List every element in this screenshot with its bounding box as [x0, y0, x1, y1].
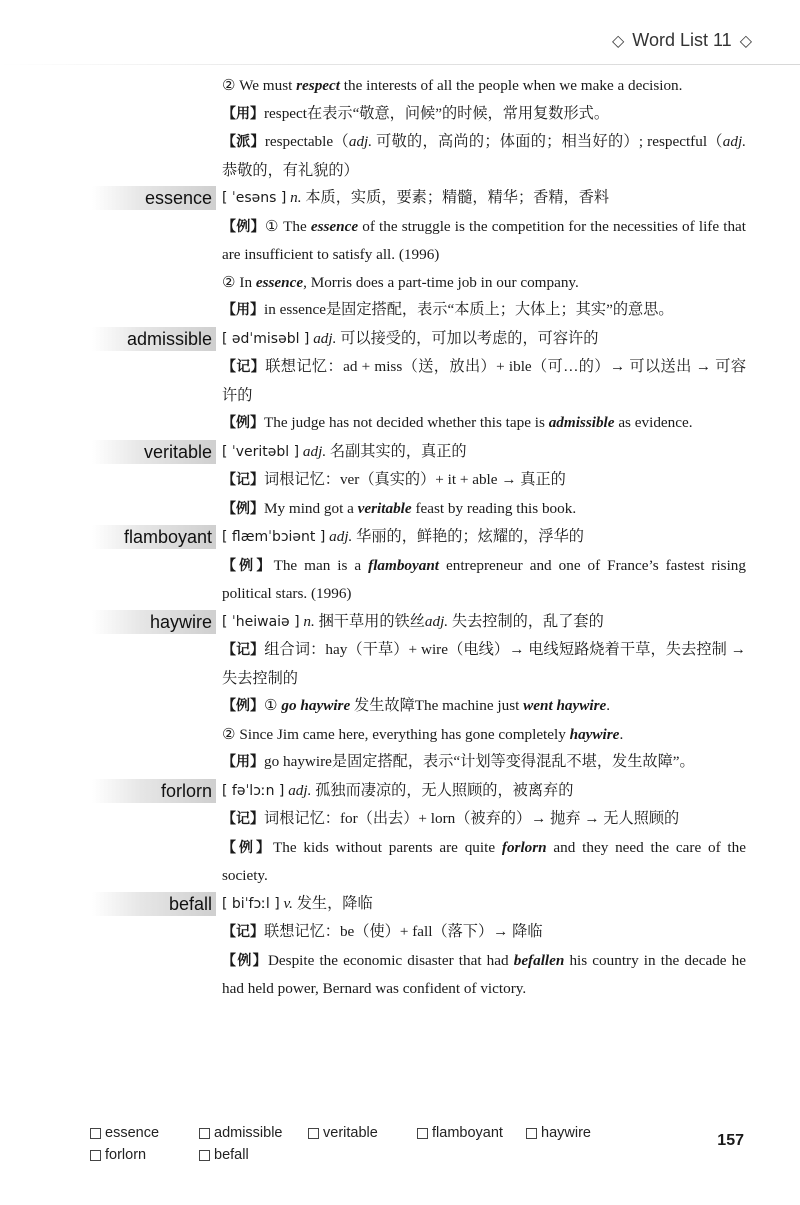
emphasis-word: essence	[310, 217, 359, 235]
line-label: 【例】	[222, 415, 264, 431]
checklist-label: flamboyant	[432, 1125, 503, 1141]
entry-line	[222, 721, 746, 749]
part-of-speech: n.	[290, 189, 302, 206]
line-label: 【用】	[222, 754, 264, 770]
line-text: , Morris does a part-time job in our company.	[303, 273, 579, 291]
checklist-label: essence	[105, 1125, 160, 1141]
emphasis-word: befallen	[513, 951, 565, 969]
line-label: 【用】	[222, 302, 264, 318]
diamond-icon: ◇	[739, 32, 752, 50]
line-text: My mind got a	[264, 499, 358, 517]
entry-headline	[222, 890, 746, 919]
pronunciation: [ flæmˈbɔiənt ]	[222, 529, 326, 545]
entry-flamboyant	[123, 523, 746, 608]
entry-line	[222, 636, 746, 692]
line-text: The man is a	[273, 556, 369, 574]
entry-line	[222, 466, 746, 495]
line-text: 联想记忆：be（使）+ fall（落下）→ 降临	[264, 923, 543, 940]
headword: flamboyant	[92, 525, 216, 549]
page-number: 157	[717, 1132, 744, 1149]
line-label: 【例】	[222, 218, 266, 235]
entry-forlorn	[160, 777, 746, 890]
entry-line	[222, 296, 746, 325]
definition: 名副其实的，真正的	[326, 442, 467, 460]
line-text: The kids without parents are quite	[273, 838, 502, 856]
entry-befall	[168, 890, 746, 1003]
line-label: 【例】	[222, 500, 264, 517]
entry-line	[222, 353, 746, 409]
entry-line	[222, 128, 746, 184]
definition: 发生，降临	[292, 894, 373, 912]
line-text: .	[606, 697, 611, 714]
line-text: 联想记忆：ad + miss（送，放出）+ ible（可…的）→ 可以送出 → 可容许的	[222, 358, 747, 404]
entry-respect-continued	[222, 72, 746, 184]
entry-line	[222, 72, 746, 100]
definition: 可以接受的，可加以考虑的，可容许的	[336, 329, 599, 347]
line-label: 【例】	[222, 557, 274, 574]
checklist-item[interactable]	[90, 1122, 199, 1144]
pronunciation: [ ˈesəns ]	[222, 190, 287, 206]
entry-headline	[222, 438, 746, 467]
part-of-speech: adj.	[302, 442, 327, 460]
definition: 孤独而凄凉的，无人照顾的，被离弃的	[311, 781, 574, 799]
line-text: respect在表示“敬意，问候”的时候，常用复数形式。	[264, 104, 610, 122]
line-text: of the struggle is the competition for the necessities of life that are insufficient to satisfy all. (1996)	[222, 217, 746, 263]
entry-line	[222, 834, 746, 890]
emphasis-word: respect	[296, 77, 340, 94]
pronunciation: [ biˈfɔːl ]	[222, 895, 280, 912]
entry-headline	[222, 777, 746, 806]
entry-line	[222, 213, 746, 269]
checklist-label: forlorn	[105, 1147, 147, 1163]
emphasis-word: go haywire	[281, 697, 351, 714]
entry-line	[222, 269, 746, 297]
emphasis-word: essence	[255, 273, 304, 291]
part-of-speech: adj.	[313, 329, 337, 347]
entry-line	[222, 748, 746, 777]
entry-haywire	[149, 608, 746, 777]
word-list-content	[123, 72, 747, 1003]
checklist-label: befall	[214, 1147, 249, 1163]
checklist-item[interactable]	[417, 1122, 526, 1144]
line-label: 【例】	[222, 839, 273, 856]
checklist-item[interactable]	[526, 1122, 635, 1144]
line-text: 组合词：hay（干草）+ wire（电线）→ 电线短路烧着干草，失去控制 → 失去控制的	[222, 641, 746, 687]
entry-admissible	[126, 325, 747, 438]
entry-veritable	[143, 438, 746, 524]
entry-line	[222, 495, 746, 524]
checkbox-icon[interactable]	[199, 1150, 210, 1161]
checklist-item[interactable]	[308, 1122, 417, 1144]
checkbox-icon[interactable]	[199, 1128, 210, 1139]
entry-line	[222, 918, 746, 947]
entry-line	[222, 947, 746, 1003]
line-label: 【记】	[222, 811, 264, 827]
pronunciation: [ ˈveritəbl ]	[222, 443, 300, 460]
line-label: 【例】	[222, 952, 268, 969]
checklist-label: admissible	[214, 1125, 283, 1141]
emphasis-word: flamboyant	[368, 556, 440, 574]
entry-headline	[222, 523, 746, 552]
headword: befall	[92, 892, 216, 916]
emphasis-word: veritable	[357, 499, 412, 517]
emphasis-word: admissible	[548, 414, 615, 431]
line-text: The judge has not decided whether this tape is	[264, 414, 549, 431]
emphasis-word: forlorn	[501, 838, 547, 856]
line-label: 【例】	[222, 698, 264, 714]
pronunciation: [ ˈheiwaiə ]	[222, 613, 300, 630]
line-text: Despite the economic disaster that had	[267, 951, 514, 969]
line-text: and they need the care of the society.	[222, 838, 746, 884]
header-divider	[0, 64, 800, 65]
definition: 华丽的，鲜艳的；炫耀的，浮华的	[352, 528, 584, 545]
line-text: ①	[264, 697, 282, 714]
entry-line	[222, 100, 746, 129]
line-text: go haywire是固定搭配，表示“计划等变得混乱不堪，发生故障”。	[264, 753, 695, 770]
diamond-icon: ◇	[611, 32, 625, 50]
checkbox-icon[interactable]	[417, 1128, 428, 1139]
definition: 捆干草用的铁丝	[314, 612, 425, 630]
checkbox-icon[interactable]	[90, 1150, 101, 1161]
line-text: as evidence.	[614, 414, 693, 431]
line-text: respectable（	[264, 133, 349, 150]
entry-line	[222, 692, 746, 721]
checklist-label: veritable	[323, 1125, 378, 1141]
review-checklist	[90, 1122, 730, 1166]
line-text: entrepreneur and one of France’s fastest rising political stars. (1996)	[222, 556, 746, 602]
entry-line	[222, 409, 746, 438]
line-text: ② Since Jim came here, everything has gone completely	[222, 725, 570, 743]
line-label: 【派】	[222, 134, 265, 150]
part-of-speech: adj.	[424, 612, 449, 630]
line-text: the interests of all the people when we make a decision.	[340, 77, 683, 94]
part-of-speech: v.	[283, 894, 293, 912]
emphasis-word: haywire	[569, 725, 620, 743]
line-label: 【用】	[222, 105, 264, 122]
running-header-title: Word List 11	[632, 30, 732, 50]
entry-essence	[144, 184, 746, 325]
entry-headline	[222, 325, 746, 354]
checkbox-icon[interactable]	[308, 1128, 319, 1139]
checklist-item[interactable]	[199, 1122, 308, 1144]
line-text: in essence是固定搭配，表示“本质上；大体上；其实”的意思。	[264, 301, 674, 318]
headword: admissible	[92, 327, 216, 351]
part-of-speech: adj.	[329, 528, 353, 545]
entry-headline	[222, 608, 746, 637]
entry-line	[222, 805, 746, 834]
line-text: his country in the decade he had held power, Bernard was confident of victory.	[222, 951, 746, 997]
pronunciation: [ fəˈlɔːn ]	[222, 782, 285, 799]
entry-line	[222, 552, 746, 608]
line-text: feast by reading this book.	[411, 499, 577, 517]
part-of-speech: adj.	[348, 133, 373, 150]
line-text: 恭敬的，有礼貌的）	[222, 161, 359, 179]
emphasis-word: went haywire	[523, 697, 607, 714]
checklist-label: haywire	[541, 1125, 591, 1141]
line-text: 发生故障The machine just	[350, 697, 524, 714]
part-of-speech: n.	[303, 612, 315, 630]
line-text: .	[619, 725, 624, 743]
checklist-item[interactable]	[90, 1144, 199, 1166]
line-text: 词根记忆：for（出去）+ lorn（被弃的）→ 抛弃 → 无人照顾的	[264, 810, 680, 827]
headword: haywire	[92, 610, 216, 634]
headword: essence	[92, 186, 216, 210]
line-text: ② In	[222, 273, 256, 291]
line-text: 词根记忆：ver（真实的）+ it + able → 真正的	[264, 471, 566, 488]
checkbox-icon[interactable]	[526, 1128, 537, 1139]
line-text: ① The	[265, 217, 311, 235]
line-label: 【记】	[222, 359, 266, 375]
part-of-speech: adj.	[288, 781, 312, 799]
line-label: 【记】	[222, 924, 264, 940]
checklist-item[interactable]	[199, 1144, 308, 1166]
headword: veritable	[92, 440, 216, 464]
checkbox-icon[interactable]	[90, 1128, 101, 1139]
headword: forlorn	[92, 779, 216, 803]
line-text: 可敬的，高尚的；体面的；相当好的）; respectful（	[372, 133, 723, 150]
pronunciation: [ ədˈmisəbl ]	[222, 330, 310, 347]
definition: 失去控制的，乱了套的	[448, 612, 604, 630]
part-of-speech: adj.	[722, 133, 746, 150]
running-header	[612, 30, 752, 51]
entry-headline	[222, 184, 746, 213]
line-text: ② We must	[222, 77, 297, 94]
line-label: 【记】	[222, 472, 264, 488]
definition: 本质，实质，要素；精髓，精华；香精，香料	[301, 189, 610, 206]
line-label: 【记】	[222, 642, 265, 658]
